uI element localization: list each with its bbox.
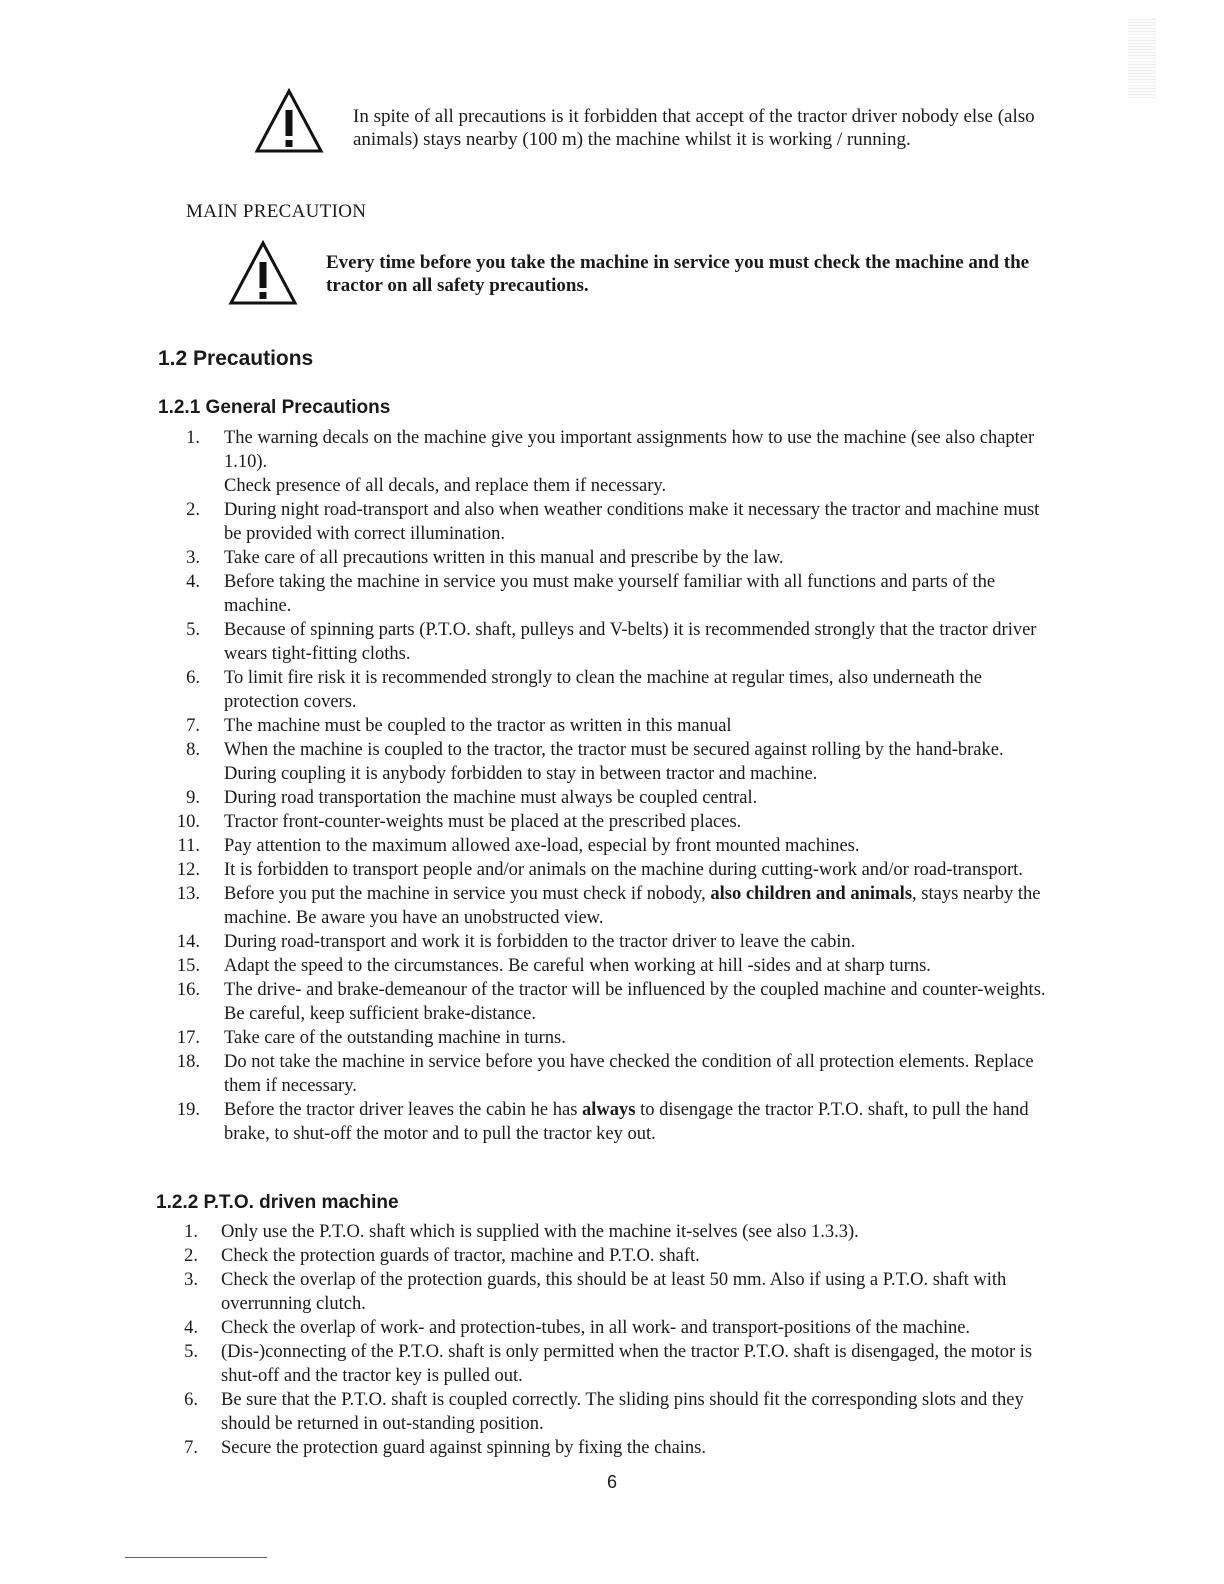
list-item: 1. Only use the P.T.O. shaft which is supplied with the machine it-selves (see also 1.3.3). xyxy=(184,1222,859,1242)
warning-triangle-icon xyxy=(254,88,324,154)
main-precaution-heading: MAIN PRECAUTION xyxy=(186,201,367,222)
list-item: 7. Secure the protection guard against spinning by fixing the chains. xyxy=(184,1438,706,1458)
scan-artifact xyxy=(1128,18,1156,98)
list-item: 15. Adapt the speed to the circumstances. Be careful when working at hill -sides and at sharp turns. xyxy=(176,956,931,976)
list-item: 17. Take care of the outstanding machine in turns. xyxy=(176,1028,566,1048)
list-item: 6. To limit fire risk it is recommended strongly to clean the machine at regular times, also underneath the protection covers. xyxy=(186,668,983,712)
list-item: 6. Be sure that the P.T.O. shaft is coupled correctly. The sliding pins should fit the corresponding slots and they should be returned in out-standing position. xyxy=(184,1390,1024,1434)
list-item: 12. It is forbidden to transport people and/or animals on the machine during cutting-work and/or road-transport. xyxy=(176,860,1023,880)
pto-precautions-list xyxy=(158,1220,1058,1460)
warning-text-1: In spite of all precautions is it forbidden that accept of the tractor driver nobody else (also animals) stays nearby (100 m) the machine whilst it is working / running. xyxy=(353,106,1035,150)
list-item: 1. The warning decals on the machine give you important assignments how to use the machine (see also chapter 1.10). Check presence of all decals, and replace them if necessary. xyxy=(186,428,1035,496)
list-item: 13. Before you put the machine in service you must check if nobody, also children and animals, stays nearby the machine. Be aware you have an unobstructed view. xyxy=(176,884,1041,928)
footer-rule xyxy=(125,1557,267,1558)
pto-heading: 1.2.2 P.T.O. driven machine xyxy=(156,1192,399,1213)
section-heading: 1.2 Precautions xyxy=(158,347,314,370)
warning-triangle-icon xyxy=(228,240,298,306)
list-item: 7. The machine must be coupled to the tractor as written in this manual xyxy=(186,716,732,736)
general-precautions-list xyxy=(160,426,1060,1146)
page-number: 6 xyxy=(606,1472,617,1492)
general-precautions-heading: 1.2.1 General Precautions xyxy=(158,397,391,418)
list-item: 4. Before taking the machine in service you must make yourself familiar with all functions and parts of the machine. xyxy=(186,572,996,616)
list-item: 5. (Dis-)connecting of the P.T.O. shaft is only permitted when the tractor P.T.O. shaft is disengaged, the motor is shut-off and the tractor key is pulled out. xyxy=(184,1342,1033,1386)
list-item: 11. Pay attention to the maximum allowed axe-load, especial by front mounted machines. xyxy=(177,836,860,856)
emphasis-text: also children and animals xyxy=(710,884,913,904)
list-item: 14. During road-transport and work it is forbidden to the tractor driver to leave the cabin. xyxy=(176,932,856,952)
list-item: 2. Check the protection guards of tractor, machine and P.T.O. shaft. xyxy=(184,1246,700,1266)
emphasis-text: always xyxy=(582,1100,636,1120)
list-item: 16. The drive- and brake-demeanour of the tractor will be influenced by the coupled machine and counter-weights. Be careful, keep sufficient brake-distance. xyxy=(176,980,1046,1024)
list-item: 3. Take care of all precautions written in this manual and prescribe by the law. xyxy=(186,548,784,568)
list-item: 8. When the machine is coupled to the tractor, the tractor must be secured against rolling by the hand-brake. During coupling it is anybody forbidden to stay in between tractor and machine. xyxy=(186,740,1004,784)
warning-text-2: Every time before you take the machine in service you must check the machine and the tractor on all safety precautions. xyxy=(326,252,1030,296)
list-item: 9. During road transportation the machine must always be coupled central. xyxy=(186,788,758,808)
list-item: 2. During night road-transport and also when weather conditions make it necessary the tractor and machine must be provided with correct illumination. xyxy=(186,500,1040,544)
list-item: 4. Check the overlap of work- and protection-tubes, in all work- and transport-positions of the machine. xyxy=(184,1318,971,1338)
list-item: 19. Before the tractor driver leaves the cabin he has always to disengage the tractor P.T.O. shaft, to pull the hand brake, to shut-off the motor and to pull the tractor key out. xyxy=(176,1100,1029,1144)
list-item: 18. Do not take the machine in service before you have checked the condition of all protection elements. Replace them if necessary. xyxy=(176,1052,1034,1096)
list-item: 10. Tractor front-counter-weights must be placed at the prescribed places. xyxy=(176,812,742,832)
list-item: 5. Because of spinning parts (P.T.O. shaft, pulleys and V-belts) it is recommended strongly that the tractor driver wears tight-fitting cloths. xyxy=(186,620,1037,664)
list-item: 3. Check the overlap of the protection guards, this should be at least 50 mm. Also if using a P.T.O. shaft with overrunning clutch. xyxy=(184,1270,1007,1314)
